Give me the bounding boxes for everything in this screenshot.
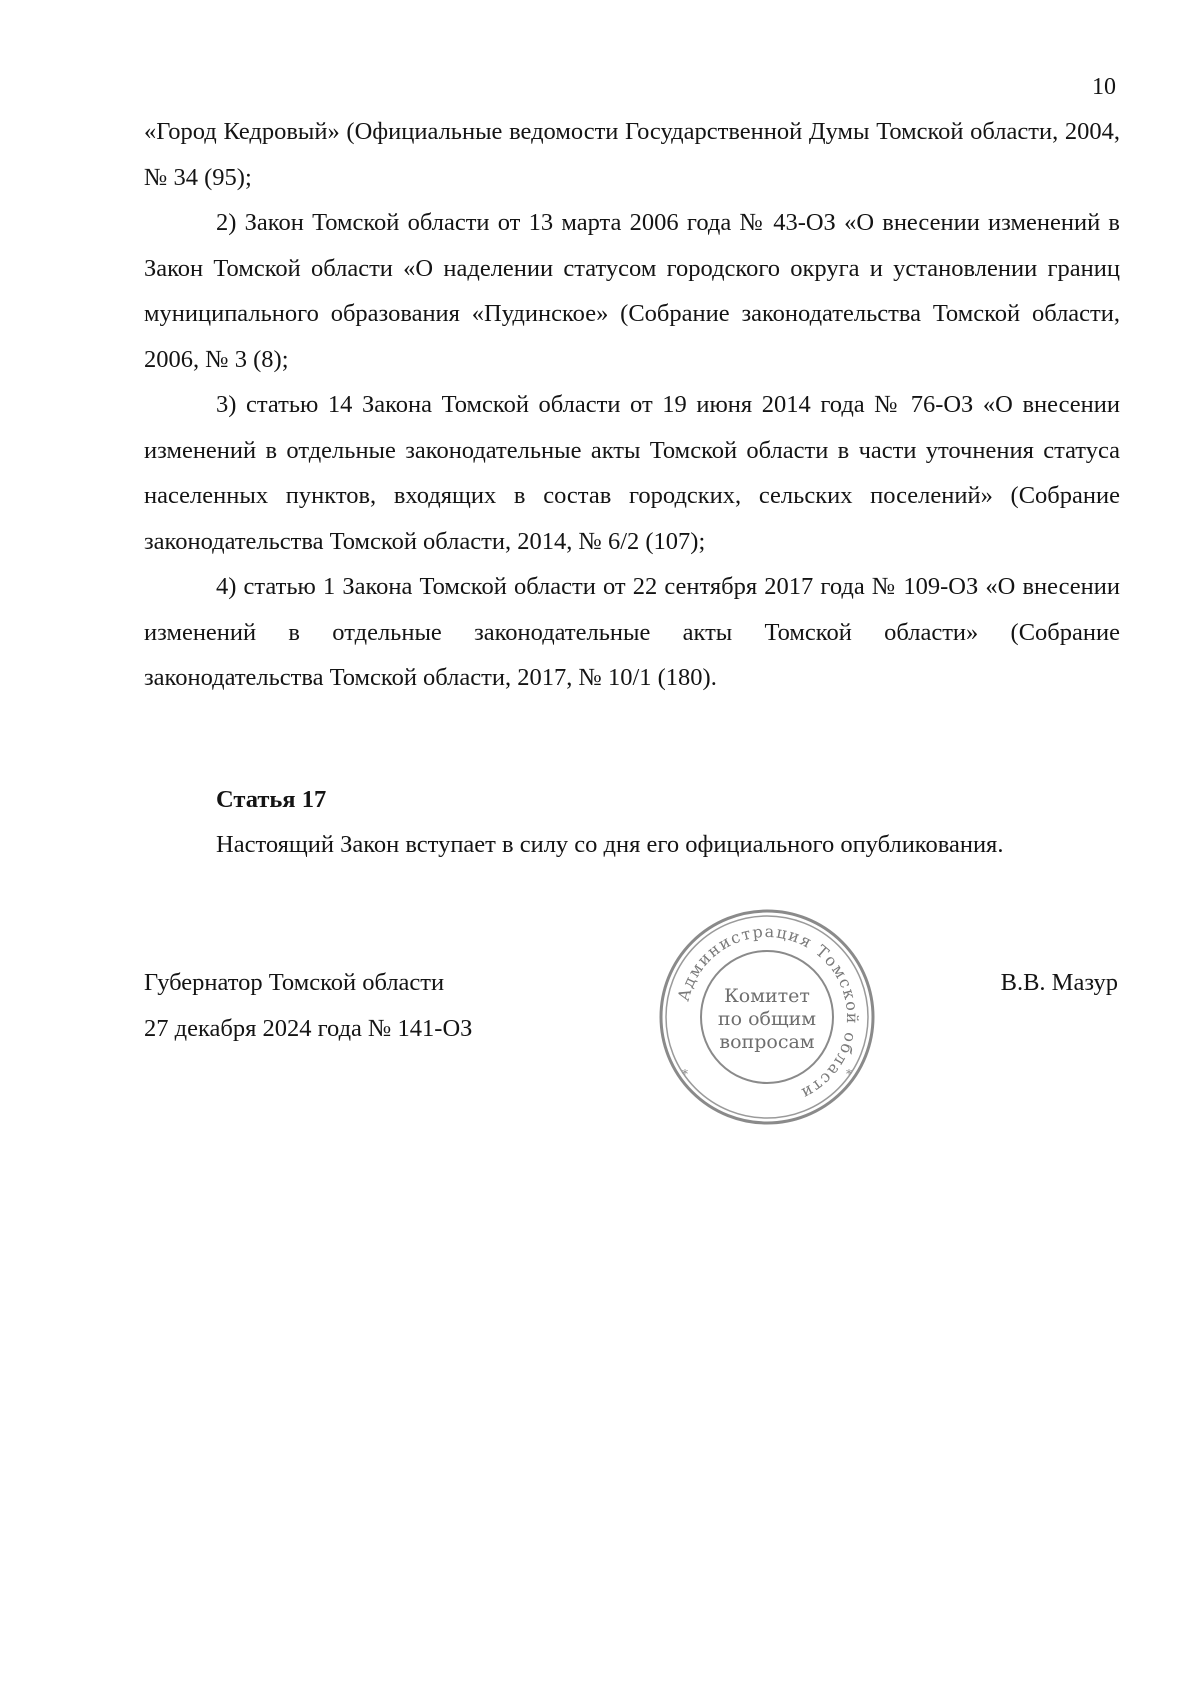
article-text: Настоящий Закон вступает в силу со дня его официального опубликования. (216, 831, 1004, 858)
article-heading: Статья 17 (216, 786, 327, 813)
signatory-name: В.В. Мазур (1000, 969, 1118, 996)
signatory-position: Губернатор Томской области (144, 969, 445, 996)
paragraph-item-3: 3) статью 14 Закона Томской области от 19 июня 2014 года № 76-ОЗ «О внесении изменений в отдельные законодательные акты Томской области в части уточнения статуса населенных пунктов, входящих в состав городских, сельских поселений» (Собрание законодательства Томской области, 2014, № 6/2 (107); (144, 391, 1120, 555)
paragraph-continuation: «Город Кедровый» (Официальные ведомости Государственной Думы Томской области, 2004, № 34 (95); (144, 118, 1120, 191)
seal-ring-text: Администрация Томской области (673, 921, 863, 1104)
seal-line-1: Комитет (724, 985, 810, 1007)
seal-line-2: по общим (717, 1008, 817, 1030)
seal-line-3: вопросам (719, 1031, 815, 1053)
signature-block (144, 960, 472, 1052)
svg-text:*: * (682, 1067, 688, 1081)
law-date-number: 27 декабря 2024 года № 141-ОЗ (144, 1015, 473, 1042)
paragraph-item-4: 4) статью 1 Закона Томской области от 22 сентября 2017 года № 109-ОЗ «О внесении изменений в отдельные законодательные акты Томской области» (Собрание законодательства Томской области, 2017, № 10/1 (180). (144, 573, 1120, 691)
paragraph-item-2: 2) Закон Томской области от 13 марта 2006 года № 43-ОЗ «О внесении изменений в Закон Томской области «О наделении статусом городского округа и установлении границ муниципального образования «Пудинское» (Собрание законодательства Томской области, 2006, № 3 (8); (144, 209, 1120, 373)
page-number: 10 (1092, 74, 1116, 100)
svg-text:*: * (846, 1067, 852, 1081)
document-body (144, 109, 1120, 701)
official-seal-stamp (656, 906, 878, 1128)
